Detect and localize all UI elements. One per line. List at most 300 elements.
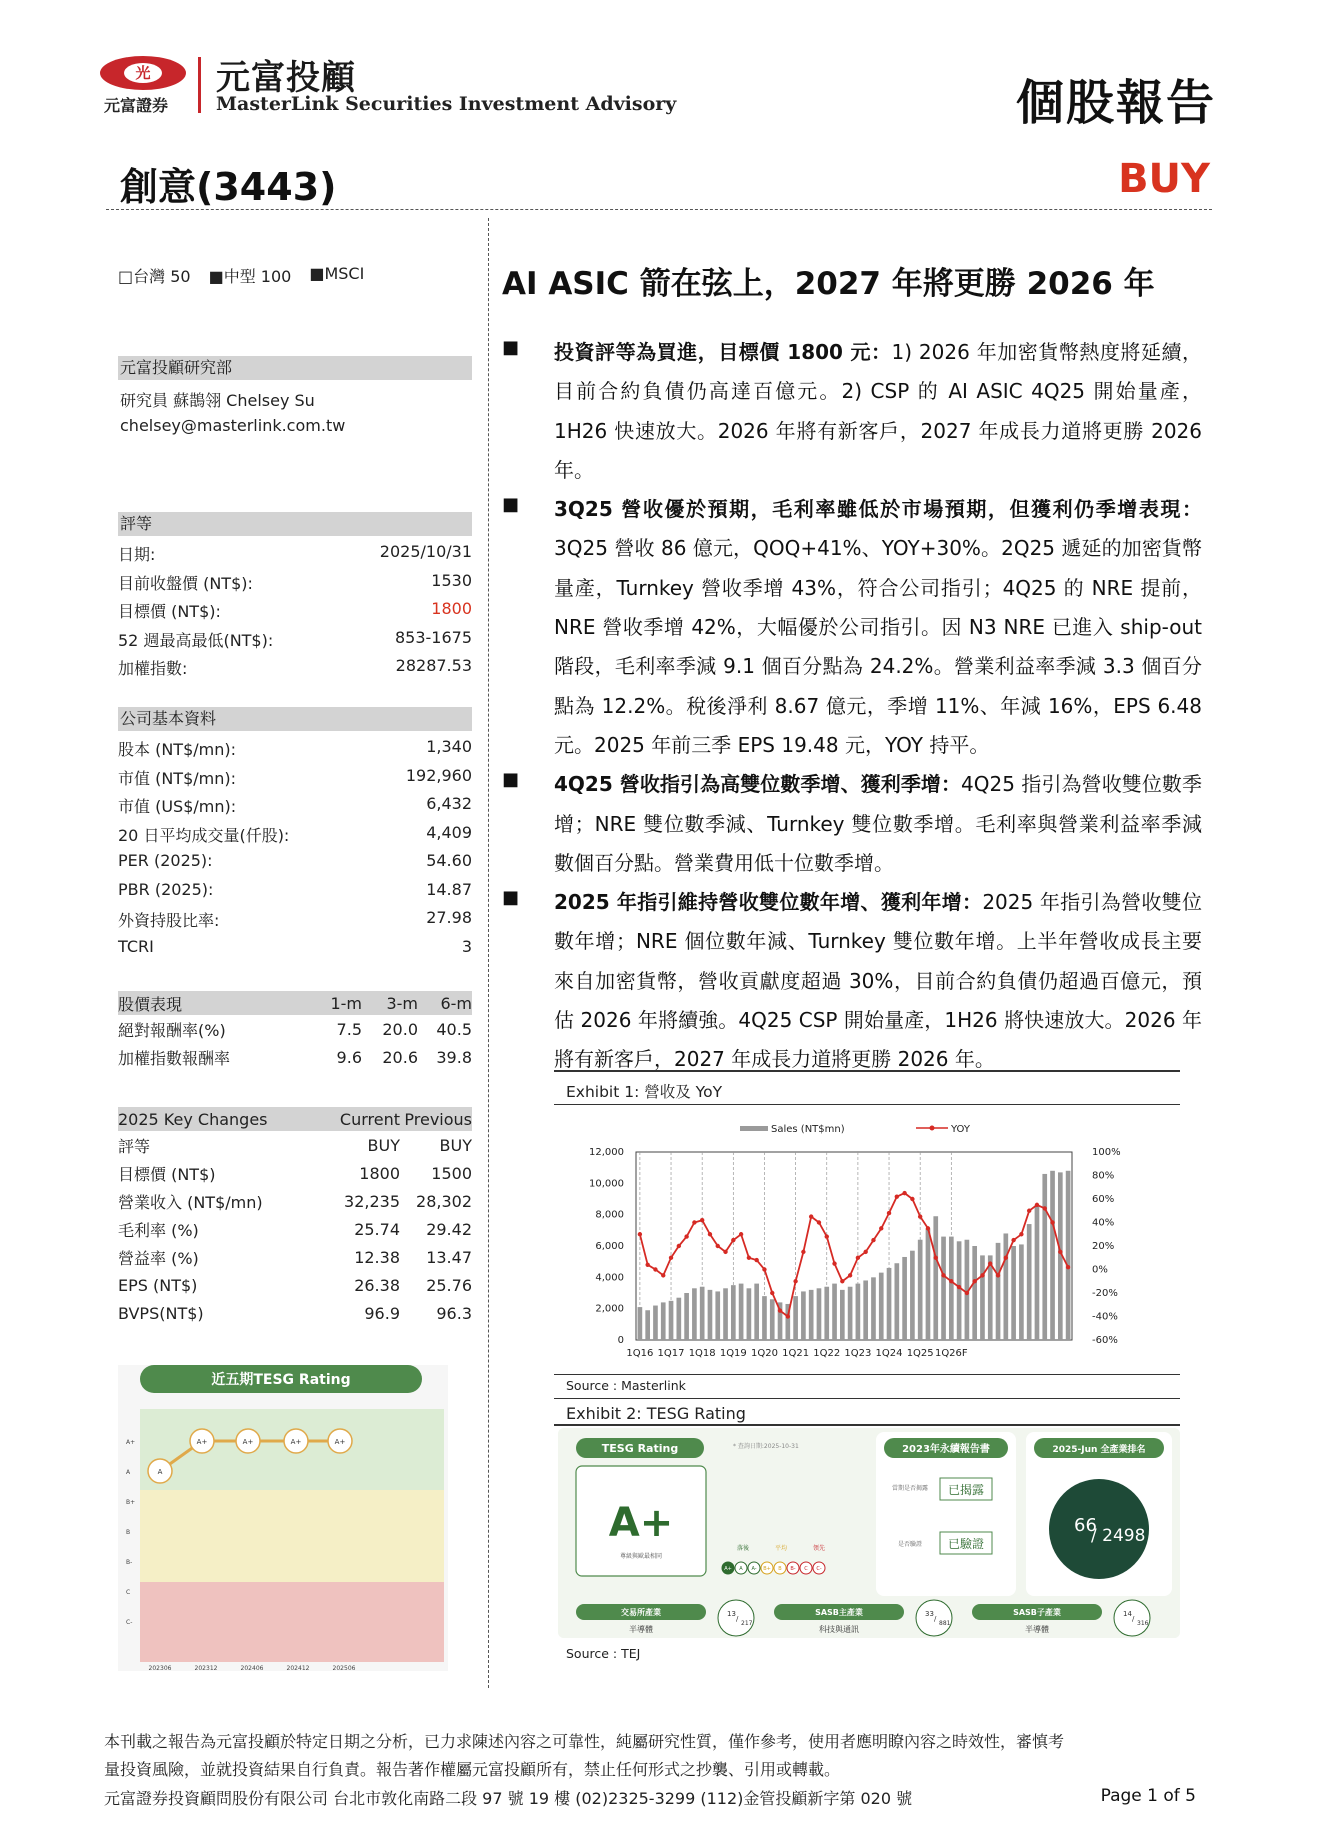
esg-report-verified: 已驗證 bbox=[947, 1537, 985, 1551]
tesg-y-label: C bbox=[126, 1589, 131, 1596]
sales-bar bbox=[708, 1290, 713, 1340]
yoy-point bbox=[902, 1191, 906, 1195]
sales-bar bbox=[661, 1302, 666, 1340]
sales-bar bbox=[1003, 1233, 1008, 1340]
exhibit2-top-rule bbox=[554, 1398, 1180, 1399]
kv-label: 目前收盤價 (NT$): bbox=[118, 573, 253, 593]
y-right-tick: -20% bbox=[1092, 1288, 1118, 1299]
sales-bar bbox=[848, 1287, 853, 1340]
yoy-point bbox=[957, 1285, 961, 1289]
key-point: ■ 4Q25 營收指引為高雙位數季增、獲利季增：4Q25 指引為營收雙位數季增；NRE 雙位數季減、Turnkey 雙位數季增。毛利率與營業利益率季減數個百分點。營業費用低十位數季增。 bbox=[502, 765, 1202, 883]
sales-bar bbox=[770, 1299, 775, 1340]
kv-row bbox=[118, 737, 472, 760]
x-tick-label: 1Q21 bbox=[782, 1348, 810, 1359]
sales-bar bbox=[723, 1288, 728, 1340]
kv-label: 外資持股比率: bbox=[118, 911, 220, 930]
tesg-history-chart bbox=[118, 1365, 448, 1671]
report-headline: AI ASIC 箭在弦上，2027 年將更勝 2026 年 bbox=[502, 266, 1155, 302]
yoy-point bbox=[871, 1238, 875, 1242]
tesg-point-label: A+ bbox=[290, 1438, 302, 1446]
yoy-point bbox=[1035, 1203, 1039, 1207]
yoy-point bbox=[638, 1232, 642, 1236]
yoy-point bbox=[910, 1197, 914, 1201]
sales-bar bbox=[824, 1287, 829, 1340]
yoy-point bbox=[809, 1214, 813, 1218]
performance-row: 絕對報酬率(%) 7.5 20.0 40.5 bbox=[118, 1019, 472, 1040]
yoy-point bbox=[1019, 1232, 1023, 1236]
tesg-point-label: A+ bbox=[196, 1438, 208, 1446]
yoy-point bbox=[856, 1256, 860, 1260]
yoy-point bbox=[692, 1220, 696, 1224]
key-change-cell: 營業收入 (NT$/mn) bbox=[118, 1192, 263, 1212]
key-change-cell: 32,235 bbox=[344, 1191, 400, 1211]
industry-label: 交易所產業 bbox=[621, 1608, 661, 1617]
performance-header: 股價表現 1-m 3-m 6-m bbox=[118, 991, 472, 1015]
key-change-cell: 1800 bbox=[359, 1163, 400, 1183]
key-change-row bbox=[118, 1271, 472, 1299]
kv-label: 目標價 (NT$): bbox=[118, 602, 221, 621]
yoy-point bbox=[848, 1273, 852, 1277]
sales-bar bbox=[910, 1251, 915, 1340]
yoy-point bbox=[770, 1291, 774, 1295]
sales-bar bbox=[809, 1290, 814, 1340]
x-tick-label: 1Q16 bbox=[626, 1348, 654, 1359]
yoy-point bbox=[918, 1214, 922, 1218]
legend-sales-swatch bbox=[740, 1126, 768, 1131]
index-membership bbox=[118, 264, 364, 287]
yoy-point bbox=[645, 1263, 649, 1267]
kv-label: 加權指數: bbox=[118, 659, 188, 678]
yoy-point bbox=[1027, 1209, 1031, 1213]
sales-bar bbox=[988, 1255, 993, 1340]
yoy-point bbox=[863, 1250, 867, 1254]
key-change-row bbox=[118, 1299, 472, 1327]
esg-report-disclosed: 已揭露 bbox=[947, 1483, 985, 1497]
kv-value: 1,340 bbox=[426, 737, 472, 756]
industry-name: 半導體 bbox=[629, 1625, 653, 1634]
brand-name-cn: 元富投顧 bbox=[216, 58, 356, 98]
analyst-email[interactable]: chelsey@masterlink.com.tw bbox=[120, 416, 346, 435]
tesg-scale-item: C bbox=[804, 1566, 808, 1572]
sales-bar bbox=[1019, 1244, 1024, 1340]
kv-row bbox=[118, 599, 472, 622]
tesg-scale-item: A- bbox=[751, 1566, 757, 1572]
tesg-y-label: B+ bbox=[126, 1499, 136, 1506]
x-tick-label: 1Q18 bbox=[688, 1348, 716, 1359]
yoy-point bbox=[949, 1279, 953, 1283]
key-change-cell: 1500 bbox=[431, 1163, 472, 1183]
logo-text: 元富證券 bbox=[104, 96, 169, 115]
tesg-y-label: C- bbox=[126, 1619, 133, 1626]
yoy-point bbox=[700, 1218, 704, 1222]
esg-report-title: 2023年永續報告書 bbox=[902, 1444, 990, 1455]
sales-bar bbox=[754, 1284, 759, 1340]
disclaimer-line-1: 本刊載之報告為元富投顧於特定日期之分析，已力求陳述內容之可靠性，純屬研究性質，僅作參考，使用者應明瞭內容之時效性，審慎考 bbox=[104, 1732, 1065, 1751]
yoy-point bbox=[965, 1291, 969, 1295]
yoy-point bbox=[653, 1267, 657, 1271]
key-change-cell: BUY bbox=[367, 1135, 400, 1155]
key-changes-header: 2025 Key Changes Current Previous bbox=[118, 1107, 472, 1131]
tesg-scale-label: 領先 bbox=[812, 1545, 826, 1552]
sales-bar bbox=[793, 1296, 798, 1340]
sales-bar bbox=[692, 1288, 697, 1340]
sales-bar bbox=[863, 1280, 868, 1340]
industry-rank-slash: / bbox=[934, 1615, 937, 1623]
key-change-cell: 28,302 bbox=[416, 1191, 472, 1211]
bullet-square-icon: ■ bbox=[502, 887, 520, 909]
yoy-point bbox=[1058, 1250, 1062, 1254]
key-change-cell: BUY bbox=[439, 1135, 472, 1155]
exhibit1-bottom-rule bbox=[554, 1374, 1180, 1375]
yoy-point bbox=[988, 1261, 992, 1265]
exhibit1-title-rule bbox=[554, 1104, 1180, 1105]
y-right-tick: 20% bbox=[1092, 1241, 1115, 1252]
tesg-date-note: * 查詢日期:2025-10-31 bbox=[733, 1443, 799, 1450]
x-tick-label: 1Q26F bbox=[934, 1348, 968, 1359]
index-msci: ■MSCI bbox=[309, 264, 365, 283]
key-point: ■ 2025 年指引維持營收雙位數年增、獲利年增：2025 年指引為營收雙位數年增；NRE 個位數年減、Turnkey 雙位數年增。上半年營收成長主要來自加密貨幣，營收貢獻度超過 30%，目前合約負債仍超過百億元，預估 2026 年將續強。4Q25 CSP 開始量產，1H26 將快速放大。2026 年將有新客戶，2027 年成長力道將更勝 2026 年。 bbox=[502, 883, 1202, 1079]
yoy-point bbox=[980, 1273, 984, 1277]
logo-char: 光 bbox=[124, 63, 162, 83]
y-left-tick: 6,000 bbox=[595, 1241, 624, 1252]
kv-row bbox=[118, 937, 472, 956]
yoy-point bbox=[972, 1279, 976, 1283]
kv-value: 2025/10/31 bbox=[379, 542, 472, 561]
key-change-cell: 96.3 bbox=[436, 1303, 472, 1323]
index-taiwan50: □台灣 50 bbox=[118, 267, 191, 286]
sales-bar bbox=[879, 1273, 884, 1340]
industry-rank-title: 2025-Jun 全產業排名 bbox=[1052, 1445, 1146, 1455]
key-change-cell: 營益率 (%) bbox=[118, 1248, 199, 1268]
kv-row bbox=[118, 571, 472, 594]
industry-rank: 33 bbox=[925, 1610, 934, 1618]
kv-label: TCRI bbox=[118, 936, 154, 956]
y-right-tick: 0% bbox=[1092, 1264, 1108, 1276]
key-change-cell: EPS (NT$) bbox=[118, 1275, 198, 1295]
sales-bar bbox=[902, 1257, 907, 1340]
y-left-tick: 8,000 bbox=[595, 1209, 624, 1221]
kv-value: 14.87 bbox=[426, 879, 472, 899]
sales-bar bbox=[957, 1241, 962, 1340]
yoy-point bbox=[661, 1273, 665, 1277]
tesg-point-label: A+ bbox=[242, 1438, 254, 1446]
yoy-point bbox=[1050, 1220, 1054, 1224]
tesg-history-title: 近五期TESG Rating bbox=[211, 1372, 351, 1388]
key-change-cell: 12.38 bbox=[354, 1247, 400, 1267]
sales-bar bbox=[638, 1307, 643, 1340]
key-change-cell: 目標價 (NT$) bbox=[118, 1164, 216, 1184]
tesg-rating-panel bbox=[558, 1428, 1180, 1638]
kv-value: 1530 bbox=[431, 570, 472, 590]
company-section-title: 公司基本資料 bbox=[118, 707, 472, 731]
legend-sales-label: Sales (NT$mn) bbox=[771, 1124, 845, 1135]
revenue-yoy-chart bbox=[556, 1112, 1142, 1364]
kv-label: 市值 (US$/mn): bbox=[118, 797, 237, 816]
key-point: ■ 3Q25 營收優於預期，毛利率雖低於市場預期，但獲利仍季增表現：3Q25 營收 86 億元，QOQ+41%、YOY+30%。2Q25 遞延的加密貨幣量產，Turnkey 營收季增 43%，符合公司指引；4Q25 的 NRE 提前，NRE 營收季增 42%，大幅優於公司指引。因 N3 NRE 已進入 ship-out 階段，毛利率季減 9.1 個百分點為 24.2%。營業利益率季減 3.3 個百分點為 12.2%。稅後淨利 8.67 億元，季增 11%、年減 16%，EPS 6.48 元。2025 年前三季 EPS 19.48 元，YOY 持平。 bbox=[502, 490, 1202, 765]
report-type: 個股報告 bbox=[1015, 75, 1216, 131]
sales-bar bbox=[871, 1277, 876, 1340]
key-change-cell: 25.74 bbox=[354, 1219, 400, 1239]
tesg-grade: A+ bbox=[608, 1500, 674, 1546]
industry-rank-total: 881 bbox=[939, 1620, 951, 1627]
sales-bar bbox=[894, 1263, 899, 1340]
sales-bar bbox=[832, 1284, 837, 1340]
y-left-tick: 4,000 bbox=[595, 1272, 624, 1284]
exhibit1-source: Source : Masterlink bbox=[566, 1378, 686, 1393]
y-left-tick: 2,000 bbox=[595, 1303, 624, 1315]
kv-row bbox=[118, 656, 472, 679]
esg-report-row1-label: 當期是否揭露 bbox=[891, 1485, 929, 1492]
tesg-x-label: 202412 bbox=[286, 1665, 310, 1671]
yoy-point bbox=[840, 1279, 844, 1283]
tesg-scale-item: A+ bbox=[724, 1566, 732, 1572]
kv-value: 54.60 bbox=[426, 851, 472, 870]
kv-label: 股本 (NT$/mn): bbox=[118, 740, 237, 759]
sales-bar bbox=[1011, 1246, 1016, 1340]
industry-rank-total: 316 bbox=[1137, 1620, 1149, 1627]
sales-bar bbox=[1027, 1224, 1032, 1340]
sales-bar bbox=[676, 1298, 681, 1340]
sales-bar bbox=[739, 1284, 744, 1340]
industry-rank: 14 bbox=[1123, 1610, 1132, 1618]
performance-row: 加權指數報酬率 9.6 20.6 39.8 bbox=[118, 1047, 472, 1068]
sales-bar bbox=[747, 1288, 752, 1340]
tesg-point-label: A+ bbox=[334, 1438, 346, 1446]
yoy-point bbox=[762, 1267, 766, 1271]
sales-bar bbox=[941, 1237, 946, 1340]
kv-value: 6,432 bbox=[426, 794, 472, 813]
rating-badge: BUY bbox=[1118, 156, 1210, 202]
kv-value: 27.98 bbox=[426, 908, 472, 927]
kv-value: 4,409 bbox=[426, 822, 472, 842]
x-tick-label: 1Q19 bbox=[719, 1348, 747, 1359]
yoy-point bbox=[723, 1250, 727, 1254]
sales-bar bbox=[715, 1291, 720, 1340]
yoy-point bbox=[895, 1194, 899, 1198]
tesg-scale-label: 落後 bbox=[736, 1545, 750, 1552]
sales-bar bbox=[801, 1291, 806, 1340]
key-change-cell: 29.42 bbox=[426, 1219, 472, 1239]
company-address: 元富證券投資顧問股份有限公司 台北市敦化南路二段 97 號 19 樓 (02)2325-3299 (112)金管投顧新字第 020 號 bbox=[104, 1789, 913, 1808]
sales-bar bbox=[731, 1285, 736, 1340]
exhibit2-title: Exhibit 2: TESG Rating bbox=[566, 1404, 746, 1423]
column-divider bbox=[488, 218, 489, 1688]
industry-rank-slash: / bbox=[1132, 1615, 1135, 1623]
tesg-rating-label: TESG Rating bbox=[601, 1442, 679, 1455]
analyst-name: 研究員 蘇鵲翎 Chelsey Su bbox=[120, 391, 315, 410]
sales-bar bbox=[856, 1284, 861, 1340]
tesg-scale-item: B bbox=[778, 1566, 782, 1572]
yoy-point bbox=[832, 1261, 836, 1265]
rating-section-title: 評等 bbox=[118, 512, 472, 536]
header-divider bbox=[106, 209, 1212, 210]
company-logo-oval bbox=[100, 56, 186, 90]
kv-label: 日期: bbox=[118, 545, 156, 564]
tesg-x-label: 202406 bbox=[240, 1665, 264, 1671]
tesg-y-label: A bbox=[126, 1469, 131, 1476]
industry-rank-total: 217 bbox=[741, 1620, 753, 1627]
yoy-point bbox=[1043, 1206, 1047, 1210]
kv-row bbox=[118, 542, 472, 565]
key-change-row bbox=[118, 1187, 472, 1215]
tesg-y-label: B- bbox=[126, 1559, 133, 1566]
key-change-row bbox=[118, 1215, 472, 1243]
yoy-point bbox=[716, 1244, 720, 1248]
kv-row bbox=[118, 766, 472, 789]
tesg-scale-label: 平均 bbox=[774, 1545, 788, 1552]
esg-report-row2-label: 是否驗證 bbox=[897, 1541, 923, 1548]
sales-bar bbox=[700, 1287, 705, 1340]
key-change-row bbox=[118, 1159, 472, 1187]
index-mid100: ■中型 100 bbox=[208, 267, 292, 286]
sales-bar bbox=[918, 1240, 923, 1340]
tesg-y-label: A+ bbox=[126, 1439, 136, 1446]
sales-bar bbox=[1042, 1174, 1047, 1340]
tesg-scale-item: C- bbox=[816, 1566, 822, 1572]
industry-name: 半導體 bbox=[1025, 1625, 1049, 1634]
yoy-point bbox=[1004, 1256, 1008, 1260]
key-change-cell: 25.76 bbox=[426, 1275, 472, 1295]
exhibit2-title-rule bbox=[554, 1424, 1180, 1426]
y-left-tick: 10,000 bbox=[589, 1178, 624, 1190]
key-change-cell: 26.38 bbox=[354, 1275, 400, 1295]
key-point: ■ 投資評等為買進，目標價 1800 元：1) 2026 年加密貨幣熱度將延續，目前合約負債仍高達百億元。2) CSP 的 AI ASIC 4Q25 開始量產，1H26 快速放大。2026 年將有新客戶，2027 年成長力道將更勝 2026 年。 bbox=[502, 333, 1202, 490]
tesg-scale-item: B+ bbox=[763, 1566, 771, 1572]
tesg-y-label: B bbox=[126, 1529, 131, 1536]
sales-bar bbox=[933, 1216, 938, 1340]
kv-value: 28287.53 bbox=[395, 656, 472, 675]
key-change-row bbox=[118, 1243, 472, 1271]
yoy-point bbox=[926, 1226, 930, 1230]
kv-value: 1800 bbox=[431, 599, 472, 618]
y-right-tick: 80% bbox=[1092, 1170, 1115, 1182]
kv-value: 853-1675 bbox=[394, 627, 472, 647]
legend-yoy-marker bbox=[930, 1126, 935, 1131]
sales-bar bbox=[972, 1246, 977, 1340]
sales-bar bbox=[926, 1229, 931, 1340]
x-tick-label: 1Q25 bbox=[906, 1348, 934, 1359]
kv-label: PER (2025): bbox=[118, 851, 213, 870]
sales-bar bbox=[887, 1268, 892, 1340]
y-right-tick: 40% bbox=[1092, 1217, 1115, 1229]
brand-name-en: MasterLink Securities Investment Advisory bbox=[216, 93, 677, 115]
yoy-point bbox=[879, 1226, 883, 1230]
exhibit1-title: Exhibit 1: 營收及 YoY bbox=[566, 1083, 723, 1101]
y-right-tick: -60% bbox=[1092, 1335, 1118, 1346]
yoy-point bbox=[754, 1258, 758, 1262]
bullet-square-icon: ■ bbox=[502, 494, 520, 516]
x-tick-label: 1Q20 bbox=[750, 1348, 778, 1359]
exhibit1-top-rule bbox=[554, 1070, 1180, 1072]
key-changes-table bbox=[118, 1107, 472, 1327]
yoy-point bbox=[731, 1238, 735, 1242]
key-change-cell: 毛利率 (%) bbox=[118, 1220, 199, 1240]
sales-bar bbox=[1050, 1171, 1055, 1340]
sales-bar bbox=[840, 1290, 845, 1340]
yoy-point bbox=[941, 1273, 945, 1277]
yoy-point bbox=[887, 1211, 891, 1215]
industry-label: SASB子產業 bbox=[1013, 1608, 1061, 1617]
industry-rank-slash: / bbox=[736, 1615, 739, 1623]
key-change-cell: 13.47 bbox=[426, 1247, 472, 1267]
key-change-cell: BVPS(NT$) bbox=[118, 1303, 204, 1323]
x-tick-label: 1Q24 bbox=[875, 1348, 903, 1359]
yoy-point bbox=[684, 1234, 688, 1238]
kv-value: 3 bbox=[461, 936, 472, 956]
tesg-scale-item: B- bbox=[790, 1566, 796, 1572]
sales-bar bbox=[949, 1237, 954, 1340]
kv-row bbox=[118, 908, 472, 931]
legend-yoy-label: YOY bbox=[951, 1124, 970, 1135]
sales-bar bbox=[817, 1288, 822, 1340]
yoy-point bbox=[801, 1250, 805, 1254]
industry-name: 科技與通訊 bbox=[819, 1625, 859, 1634]
disclaimer-line-2: 量投資風險，並就投資結果自行負責。報告著作權屬元富投顧所有，禁止任何形式之抄襲、引用或轉載。 bbox=[104, 1760, 841, 1779]
yoy-point bbox=[996, 1273, 1000, 1277]
page-number: Page 1 of 5 bbox=[1100, 1786, 1196, 1806]
logo-divider bbox=[198, 57, 201, 113]
yoy-point bbox=[934, 1256, 938, 1260]
kv-row bbox=[118, 851, 472, 870]
sales-bar bbox=[1035, 1205, 1040, 1340]
tesg-scale-item: A bbox=[739, 1566, 743, 1572]
sales-bar bbox=[645, 1310, 650, 1340]
sales-bar bbox=[996, 1243, 1001, 1340]
sales-bar bbox=[684, 1293, 689, 1340]
yoy-point bbox=[1011, 1238, 1015, 1242]
kv-row bbox=[118, 880, 472, 899]
kv-row bbox=[118, 823, 472, 846]
tesg-x-label: 202506 bbox=[332, 1665, 356, 1671]
yoy-point bbox=[786, 1314, 790, 1318]
key-change-row bbox=[118, 1131, 472, 1159]
tesg-x-label: 202306 bbox=[148, 1665, 172, 1671]
kv-row bbox=[118, 628, 472, 651]
yoy-point bbox=[825, 1234, 829, 1238]
kv-row bbox=[118, 794, 472, 817]
key-points bbox=[502, 333, 1202, 1080]
industry-rank-value: 66 bbox=[1074, 1515, 1097, 1536]
tesg-grade-sub: 尊級與歐最相同 bbox=[619, 1553, 663, 1560]
kv-label: 市值 (NT$/mn): bbox=[118, 768, 237, 788]
y-right-tick: -40% bbox=[1092, 1311, 1118, 1323]
sales-bar bbox=[669, 1301, 674, 1340]
kv-label: PBR (2025): bbox=[118, 879, 214, 899]
exhibit2-source: Source : TEJ bbox=[566, 1646, 641, 1661]
industry-rank-total: / 2498 bbox=[1091, 1526, 1146, 1546]
yoy-point bbox=[817, 1220, 821, 1224]
yoy-point bbox=[747, 1256, 751, 1260]
yoy-point bbox=[708, 1232, 712, 1236]
yoy-point bbox=[669, 1256, 673, 1260]
sales-bar bbox=[653, 1306, 658, 1340]
yoy-point bbox=[1066, 1265, 1070, 1269]
sales-bar bbox=[1066, 1171, 1071, 1340]
tesg-x-label: 202312 bbox=[194, 1665, 218, 1671]
kv-label: 52 週最高最低(NT$): bbox=[118, 630, 274, 650]
yoy-point bbox=[793, 1279, 797, 1283]
x-tick-label: 1Q17 bbox=[657, 1348, 685, 1359]
y-right-tick: 100% bbox=[1092, 1147, 1121, 1158]
sales-bar bbox=[980, 1255, 985, 1340]
tesg-point-label: A bbox=[157, 1468, 163, 1476]
yoy-point bbox=[778, 1308, 782, 1312]
sales-bar bbox=[762, 1296, 767, 1340]
key-change-cell: 96.9 bbox=[364, 1303, 400, 1323]
company-title: 創意(3443) bbox=[120, 165, 337, 209]
yoy-point bbox=[739, 1232, 743, 1236]
bullet-square-icon: ■ bbox=[502, 337, 520, 358]
